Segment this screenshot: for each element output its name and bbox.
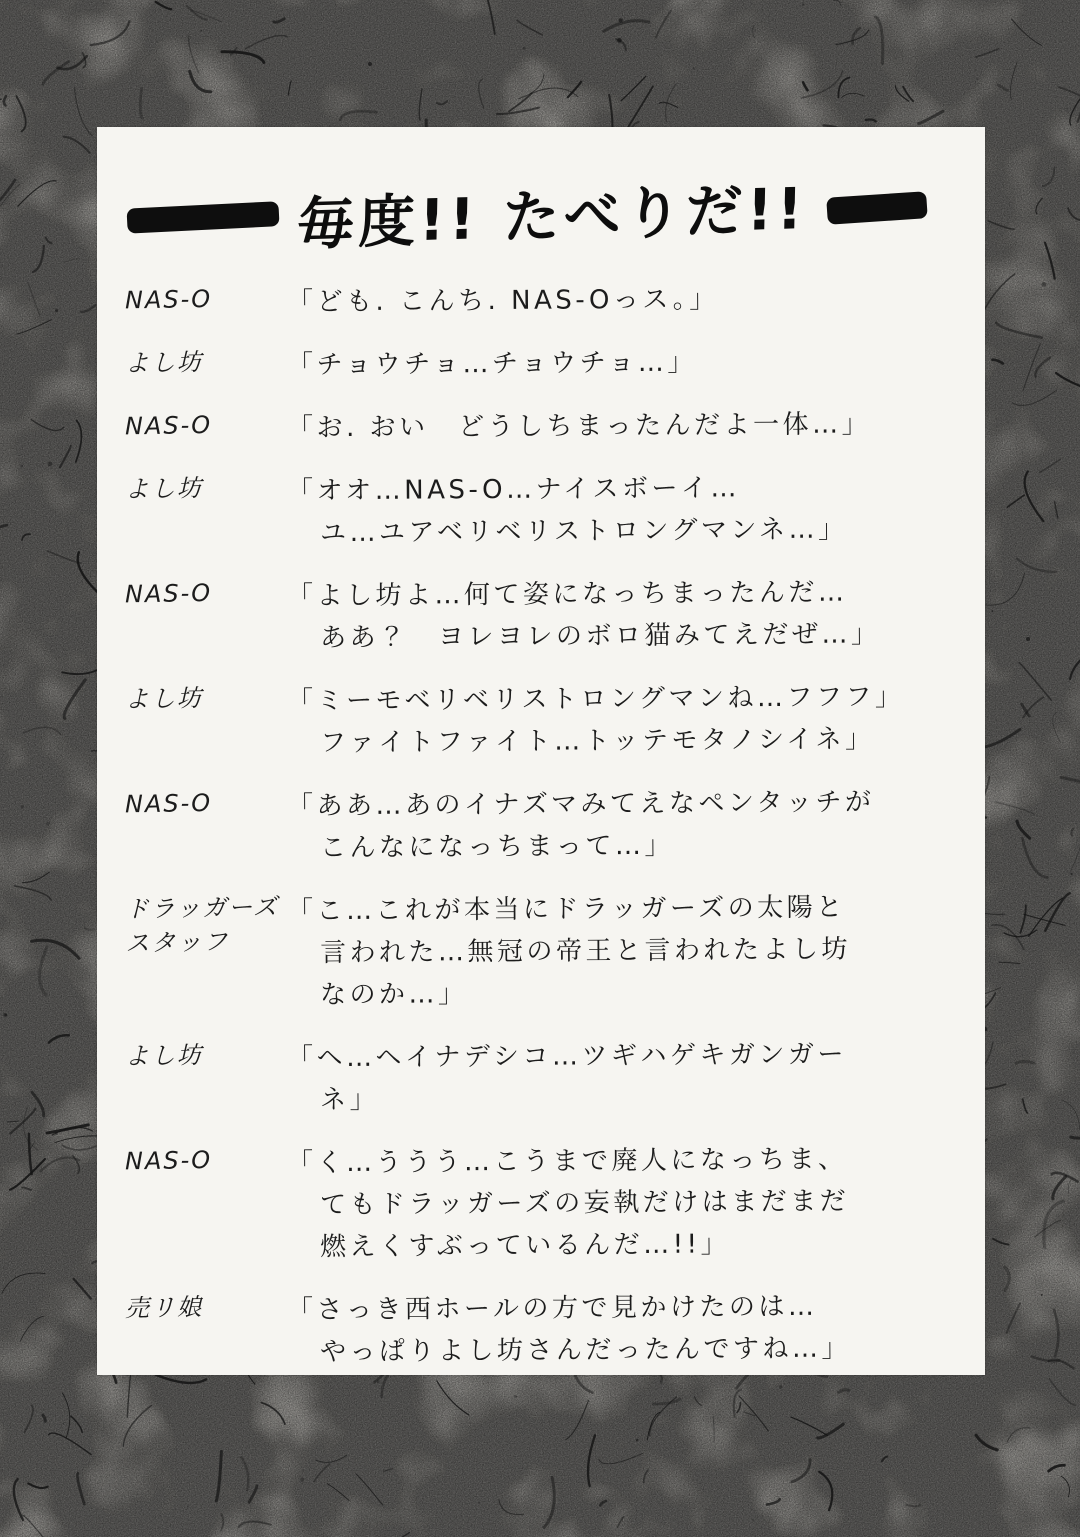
speech-lines <box>287 405 985 447</box>
dialogue-line: 燃えくすぶっているんだ…!!」 <box>319 1229 731 1263</box>
dialogue-line: 「チョウチョ…チョウチョ…」 <box>286 347 697 381</box>
dialogue-row <box>125 405 985 447</box>
speaker-label: NAS-O <box>124 1145 213 1176</box>
speaker-label: NAS-O <box>124 578 213 609</box>
speech-lines <box>287 1287 985 1371</box>
speech-lines <box>287 888 985 1014</box>
dialogue-line: 「オオ…NAS-O…ナイスボーイ… <box>286 473 741 507</box>
speaker-label: よし坊 <box>124 684 204 714</box>
dialogue-row <box>125 888 985 1014</box>
dialogue-list <box>125 279 985 1371</box>
dialogue-row <box>125 342 985 384</box>
title-rule-right-bar <box>826 191 928 225</box>
speaker-label: NAS-O <box>124 410 213 441</box>
dialogue-row <box>125 1287 985 1371</box>
dialogue-row <box>125 783 985 867</box>
dialogue-line: ユ…ユアベリベリストロングマンネ…」 <box>319 514 848 549</box>
dialogue-line: こんなになっちまって…」 <box>319 830 675 864</box>
speaker-label: NAS-O <box>124 284 213 315</box>
dialogue-line: 「ああ…あのイナズマみてえなペンタッチが <box>286 787 875 822</box>
speech-lines <box>287 468 985 552</box>
speech-lines <box>287 342 985 384</box>
dialogue-line: ネ」 <box>319 1084 380 1116</box>
dialogue-row <box>125 1140 985 1266</box>
dialogue-row <box>125 678 985 762</box>
dialogue-line: 「さっき西ホールの方で見かけたのは… <box>286 1291 818 1326</box>
speech-lines <box>287 783 985 867</box>
dialogue-line: 「く…ううう…こうまで廃人になっちま、 <box>286 1144 848 1179</box>
dialogue-line: 「こ…これが本当にドラッガーズの太陽と <box>286 892 846 927</box>
speaker-label: よし坊 <box>124 348 204 378</box>
dialogue-line: 「お. おい どうしちまったんだよ一体…」 <box>286 409 872 444</box>
speaker-label: よし坊 <box>124 1041 204 1071</box>
dialogue-line: 「よし坊よ…何て姿になっちまったんだ… <box>286 577 848 612</box>
dialogue-line: なのか…」 <box>319 979 468 1011</box>
dialogue-line: 「ども. こんち. NAS-Oっス。」 <box>286 284 719 318</box>
dialogue-line: てもドラッガーズの妄執だけはまだまだ <box>319 1186 850 1221</box>
speech-lines <box>287 573 985 657</box>
speech-lines <box>287 1140 985 1266</box>
speaker-label: NAS-O <box>124 788 213 819</box>
dialogue-row <box>125 1035 985 1119</box>
dialogue-row <box>125 468 985 552</box>
title-row <box>126 165 979 259</box>
speech-lines <box>287 1035 985 1119</box>
speaker-label: よし坊 <box>124 474 204 504</box>
speaker-label: ドラッガーズスタッフ <box>124 892 280 958</box>
speech-lines <box>287 678 985 762</box>
title-rule-left-bar <box>127 201 280 233</box>
dialogue-line: やっぱりよし坊さんだったんですね…」 <box>319 1333 852 1368</box>
speech-lines <box>287 279 985 321</box>
dialogue-line: ああ？ ヨレヨレのボロ猫みてえだぜ…」 <box>319 619 881 654</box>
dialogue-line: ファイトファイト…トッテモタノシイネ」 <box>319 724 875 759</box>
dialogue-line: 「ヘ…ヘイナデシコ…ツギハゲキガンガー <box>286 1039 848 1074</box>
dialogue-line: 言われた…無冠の帝王と言われたよし坊 <box>319 934 852 969</box>
speaker-label: 売リ娘 <box>124 1293 204 1323</box>
dialogue-row <box>125 573 985 657</box>
scanned-sheet <box>97 127 985 1375</box>
page-title: 毎度!! たべりだ!! <box>296 175 808 259</box>
dialogue-line: 「ミーモベリベリストロングマンね…フフフ」 <box>286 682 905 717</box>
dialogue-row <box>125 279 985 321</box>
